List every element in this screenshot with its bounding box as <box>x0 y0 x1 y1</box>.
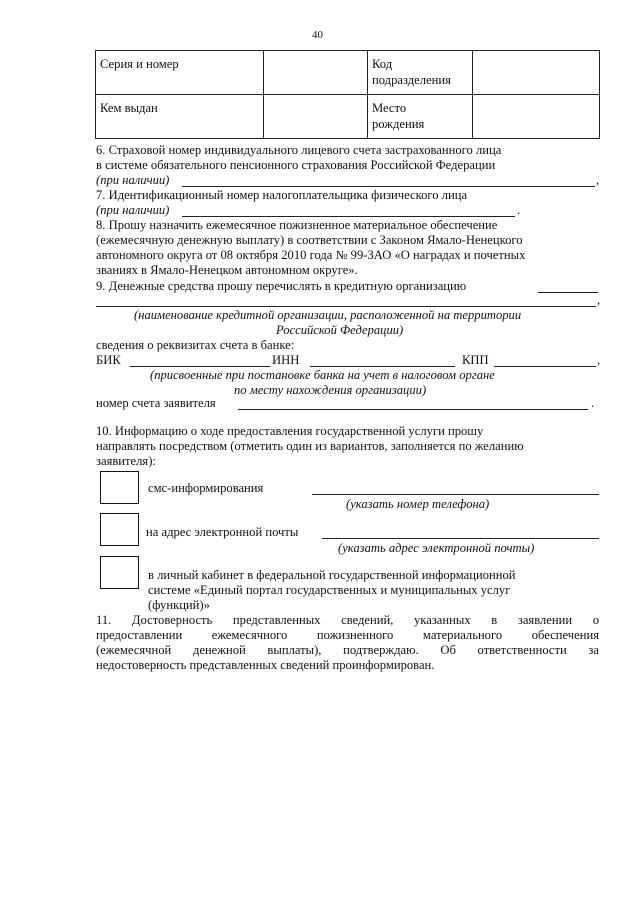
item7-note: (при наличии) <box>96 203 170 217</box>
series-number-label: Серия и номер <box>96 51 264 95</box>
phone-field[interactable] <box>312 494 599 495</box>
item11-line2: предоставлении ежемесячного пожизненного материального обеспечения <box>96 628 599 642</box>
item8-line1: 8. Прошу назначить ежемесячное пожизненное материальное обеспечение <box>96 218 498 232</box>
item6-note: (при наличии) <box>96 173 170 187</box>
item9-note2: Российской Федерации) <box>276 323 404 337</box>
account-label: номер счета заявителя <box>96 396 216 410</box>
page-number: 40 <box>312 29 323 41</box>
bik-field[interactable] <box>130 366 270 367</box>
id-document-table <box>95 50 600 139</box>
bank-name-field-1[interactable] <box>538 292 598 293</box>
item8-line4: званиях в Ямало-Ненецком автономном округе». <box>96 263 358 277</box>
item9-note4: по месту нахождения организации) <box>234 383 427 397</box>
phone-note: (указать номер телефона) <box>346 497 490 511</box>
account-field[interactable] <box>238 409 588 410</box>
portal-line1: в личный кабинет в федеральной государственной информационной <box>148 568 516 582</box>
item10-line1: 10. Информацию о ходе предоставления государственной услуги прошу <box>96 424 484 438</box>
item7-line1: 7. Идентификационный номер налогоплательщика физического лица <box>96 188 468 202</box>
item6-line2: в системе обязательного пенсионного страхования Российской Федерации <box>96 158 496 172</box>
division-code-label: Код подразделения <box>368 51 473 95</box>
portal-line2: системе «Единый портал государственных и муниципальных услуг <box>148 583 511 597</box>
item9-trail: , <box>597 293 601 307</box>
series-number-field[interactable] <box>264 51 368 95</box>
issued-by-field[interactable] <box>264 95 368 139</box>
inn-label: ИНН <box>272 353 300 367</box>
item8-line2: (ежемесячную денежную выплату) в соответствии с Законом Ямало-Ненецкого <box>96 233 523 247</box>
issued-by-label: Кем выдан <box>96 95 264 139</box>
inn-field[interactable] <box>310 366 455 367</box>
item10-line2: направлять посредством (отметить один из вариантов, заполняется по желанию <box>96 439 524 453</box>
table-row <box>96 51 600 95</box>
bank-name-field-2[interactable] <box>96 306 596 307</box>
email-label: на адрес электронной почты <box>146 525 299 539</box>
item9-line1: 9. Денежные средства прошу перечислять в кредитную организацию <box>96 279 467 293</box>
item7-trail: . <box>517 203 521 217</box>
item10-line3: заявителя): <box>96 454 156 468</box>
bik-row-trail: , <box>597 353 601 367</box>
sms-checkbox[interactable] <box>100 471 139 504</box>
item9-note3: (присвоенные при постановке банка на учет в налоговом органе <box>150 368 495 382</box>
item8-line3: автономного округа от 08 октября 2010 года № 99-ЗАО «О наградах и почетных <box>96 248 526 262</box>
table-row <box>96 95 600 139</box>
email-checkbox[interactable] <box>100 513 139 546</box>
birthplace-field[interactable] <box>473 95 600 139</box>
account-trail: . <box>591 396 595 410</box>
birthplace-label: Место рождения <box>368 95 473 139</box>
item11-line3: (ежемесячной денежной выплаты), подтверждаю. Об ответственности за <box>96 643 599 657</box>
kpp-label: КПП <box>462 353 489 367</box>
bank-details-intro: сведения о реквизитах счета в банке: <box>96 338 295 352</box>
item6-line1: 6. Страховой номер индивидуального лицевого счета застрахованного лица <box>96 143 502 157</box>
portal-line3: (функций)» <box>148 598 210 612</box>
sms-label: смс-информирования <box>148 481 264 495</box>
email-field[interactable] <box>322 538 599 539</box>
portal-checkbox[interactable] <box>100 556 139 589</box>
item6-trail: , <box>596 173 600 187</box>
bik-label: БИК <box>96 353 121 367</box>
item11-line4: недостоверность представленных сведений проинформирован. <box>96 658 435 672</box>
snils-field[interactable] <box>182 186 595 187</box>
division-code-field[interactable] <box>473 51 600 95</box>
email-note: (указать адрес электронной почты) <box>338 541 535 555</box>
item11-line1: 11. Достоверность представленных сведений, указанных в заявлении о <box>96 613 599 627</box>
kpp-field[interactable] <box>494 366 596 367</box>
item9-note1: (наименование кредитной организации, расположенной на территории <box>134 308 522 322</box>
inn-person-field[interactable] <box>182 216 515 217</box>
